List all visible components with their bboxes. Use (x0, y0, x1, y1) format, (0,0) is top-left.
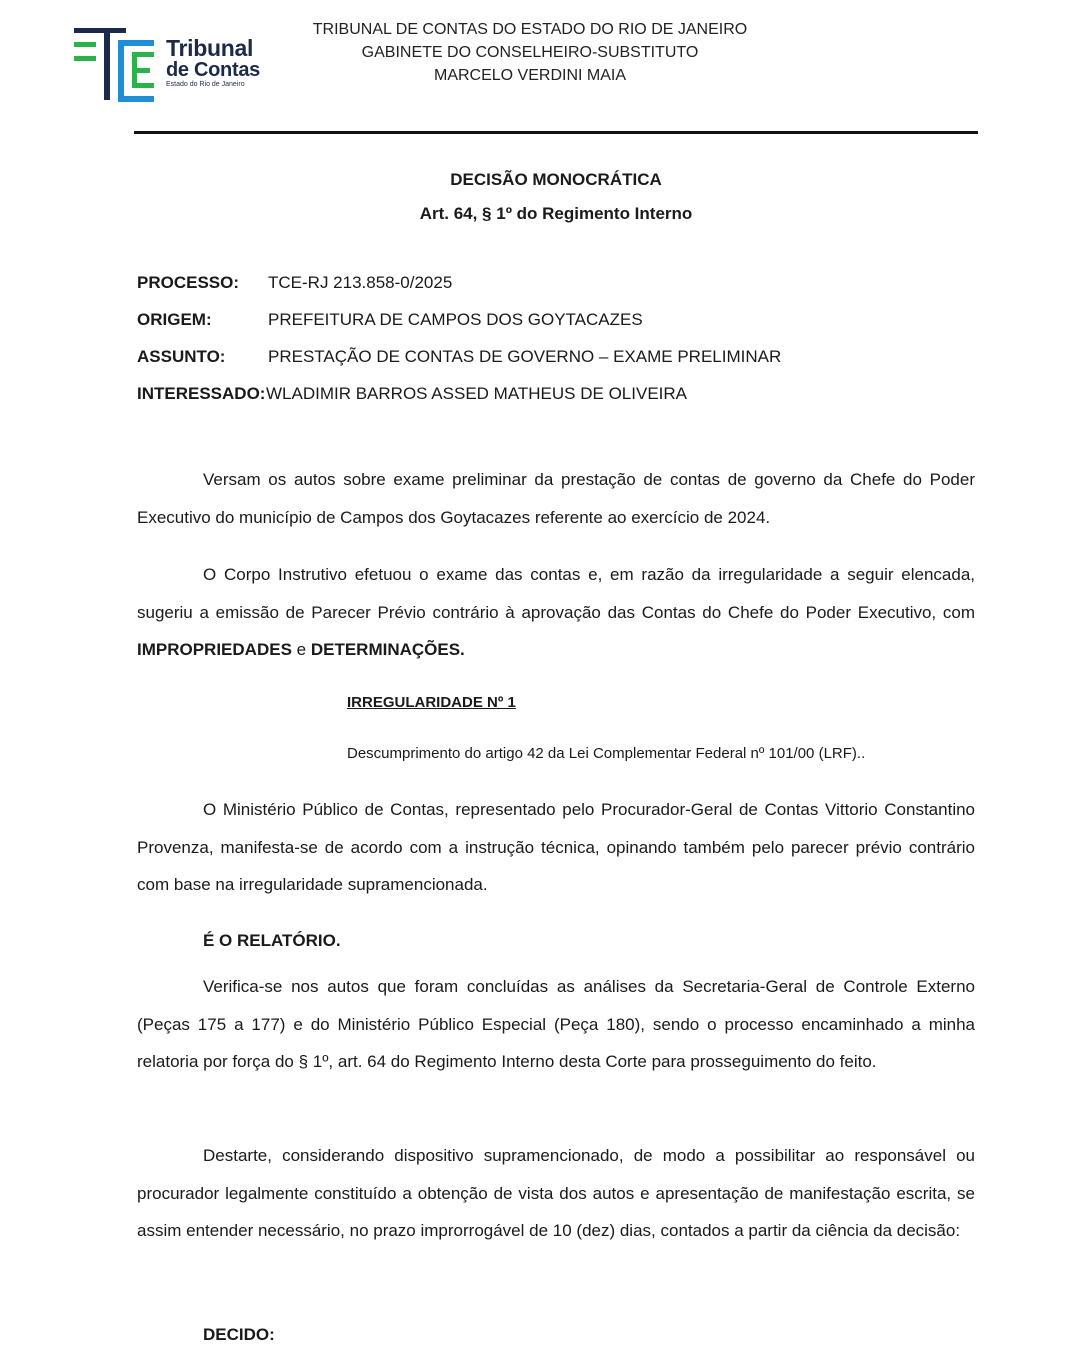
paragraph-5: Destarte, considerando dispositivo supramencionado, de modo a possibilitar ao responsável ou procurador legalmente constituído a obtenção de vista dos autos e apresentação de manifestação escrita, se assim entender necessário, no prazo improrrogável de 10 (dez) dias, contados a partir da ciência da decisão: (137, 1146, 975, 1240)
office-name: GABINETE DO CONSELHEIRO-SUBSTITUTO (361, 44, 699, 61)
field-interessado (137, 384, 687, 404)
logo-line1: Tribunal (166, 35, 254, 61)
institution-header (300, 18, 760, 87)
field-processo (137, 273, 453, 293)
institution-name: TRIBUNAL DE CONTAS DO ESTADO DO RIO DE JANEIRO (312, 21, 748, 38)
field-origem-label: ORIGEM: (137, 310, 212, 329)
field-processo-value: TCE-RJ 213.858-0/2025 (268, 273, 453, 292)
field-assunto-value: PRESTAÇÃO DE CONTAS DE GOVERNO – EXAME PRELIMINAR (268, 347, 782, 366)
paragraph-4: Verifica-se nos autos que foram concluídas as análises da Secretaria-Geral de Controle Externo (Peças 175 a 177) e do Ministério Público Especial (Peça 180), sendo o processo encaminhado a minha relatoria por força do § 1º, art. 64 do Regimento Interno desta Corte para prosseguimento do feito. (137, 977, 975, 1071)
logo-line3: Estado do Rio de Janeiro (166, 81, 245, 88)
counselor-name: MARCELO VERDINI MAIA (433, 67, 627, 84)
decision-heading: DECIDO: (203, 1325, 275, 1344)
field-origem (137, 310, 643, 330)
field-assunto (137, 347, 782, 367)
report-heading: É O RELATÓRIO. (203, 931, 341, 950)
paragraph-2-text: O Corpo Instrutivo efetuou o exame das contas e, em razão da irregularidade a seguir elencada, sugeriu a emissão de Parecer Prévio contrário à aprovação das Contas do Chefe do Poder Executivo, com (137, 565, 975, 622)
field-origem-value: PREFEITURA DE CAMPOS DOS GOYTACAZES (268, 310, 643, 329)
paragraph-2 (137, 556, 975, 669)
irregularity-title: IRREGULARIDADE Nº 1 (347, 694, 516, 711)
document-title: DECISÃO MONOCRÁTICA (450, 170, 662, 189)
paragraph-3: O Ministério Público de Contas, representado pelo Procurador-Geral de Contas Vittorio Constantino Provenza, manifesta-se de acordo com a instrução técnica, opinando também pelo parecer prévio contrário com base na irregularidade supramencionada. (137, 800, 975, 894)
document-subtitle: Art. 64, § 1º do Regimento Interno (419, 204, 693, 223)
logo-line2: de Contas (166, 59, 260, 81)
header-divider (134, 131, 978, 134)
tcerj-logo (74, 26, 264, 104)
paragraph-2-bold-determinations: DETERMINAÇÕES. (310, 640, 465, 659)
tcerj-logo-mark-icon (74, 26, 164, 104)
irregularity-description: Descumprimento do artigo 42 da Lei Complementar Federal nº 101/00 (LRF).. (347, 745, 866, 762)
field-interessado-label: INTERESSADO: (137, 384, 266, 403)
paragraph-2-bold-improprieties: IMPROPRIEDADES (137, 640, 292, 659)
field-interessado-value: WLADIMIR BARROS ASSED MATHEUS DE OLIVEIRA (266, 384, 687, 403)
field-assunto-label: ASSUNTO: (137, 347, 226, 366)
logo-wordmark (166, 36, 260, 90)
paragraph-1: Versam os autos sobre exame preliminar da prestação de contas de governo da Chefe do Poder Executivo do município de Campos dos Goytacazes referente ao exercício de 2024. (137, 470, 975, 527)
field-processo-label: PROCESSO: (137, 273, 240, 292)
paragraph-2-and: e (291, 640, 311, 659)
